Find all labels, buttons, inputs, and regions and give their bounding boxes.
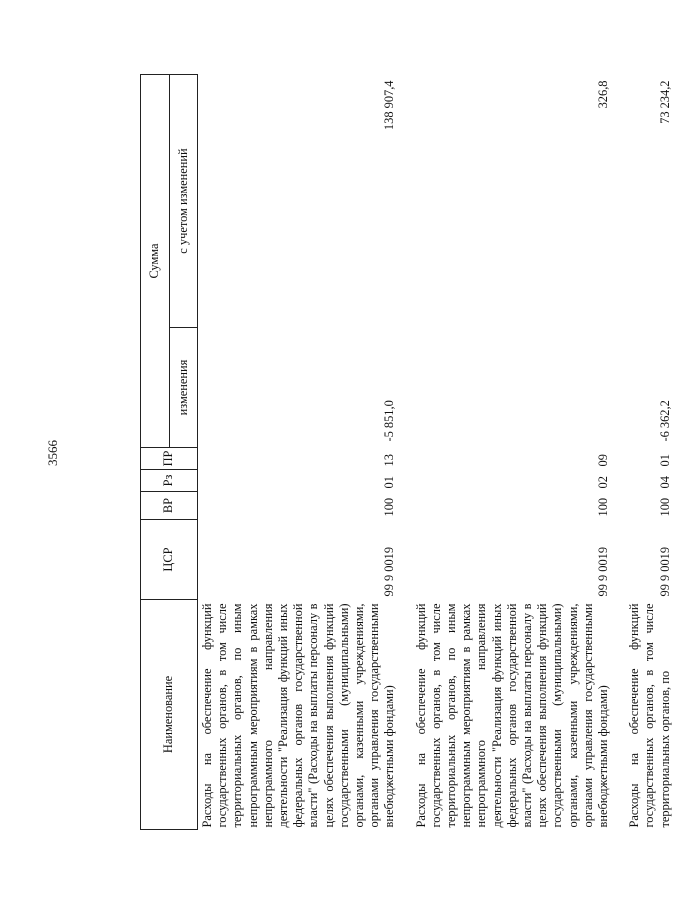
- row-with-change: 73 234,2: [657, 80, 672, 124]
- header-name: Наименование: [141, 600, 198, 830]
- row-name: Расходы на обеспечение функций государственных органов, в том числе территориальных органов, по: [627, 603, 672, 828]
- row-change: -5 851,0: [382, 400, 397, 442]
- header-rz: Рз: [141, 470, 198, 492]
- row-change: [412, 328, 616, 448]
- header-csr: ЦСР: [141, 520, 198, 600]
- row-pr: 09: [596, 454, 611, 467]
- row-pr: 01: [657, 454, 672, 467]
- row-rz: 02: [596, 476, 611, 489]
- row-pr: 13: [382, 454, 397, 467]
- row-rz: 04: [657, 476, 672, 489]
- row-change: -6 362,2: [657, 400, 672, 442]
- budget-table: [140, 74, 677, 830]
- table-row: [198, 75, 402, 830]
- header-pr: ПР: [141, 448, 198, 470]
- header-vr: ВР: [141, 492, 198, 520]
- row-name: Расходы на обеспечение функций государственных органов, в том числе территориальных органов, по иным непрограммным мероприятиям в рамках непрограммного направления деятельности "Реализация функций иных федеральных органов государственной власти" (Расходы на выплаты персоналу в целях обеспечения выполнения функций государственными (муниципальными) органами, казенными учреждениями, органами управления государственными внебюджетными фондами): [200, 603, 397, 828]
- row-name: Расходы на обеспечение функций государственных органов, в том числе территориальных органов, по иным непрограммным мероприятиям в рамках непрограммного направления деятельности "Реализация функций иных федеральных органов государственной власти" (Расходы на выплаты персоналу в целях обеспечения выполнения функций государственными (муниципальными) органами, казенными учреждениями, органами управления государственными внебюджетными фондами): [413, 603, 611, 828]
- budget-table-rotated: [140, 75, 672, 830]
- row-csr: 99 9 0019: [657, 546, 672, 597]
- header-sum: Сумма: [141, 75, 170, 448]
- row-vr: 100: [382, 497, 397, 517]
- row-vr: 100: [596, 497, 611, 517]
- header-change: изменения: [169, 328, 198, 448]
- table-row: [625, 75, 677, 830]
- row-with-change: 326,8: [596, 80, 611, 109]
- header-with-change: с учетом изменений: [169, 75, 198, 328]
- table-row: [412, 75, 616, 830]
- row-csr: 99 9 0019: [382, 546, 397, 597]
- row-vr: 100: [657, 497, 672, 517]
- row-csr: 99 9 0019: [596, 546, 611, 597]
- page-number: 3566: [45, 440, 60, 466]
- row-with-change: 138 907,4: [382, 80, 397, 131]
- row-rz: 01: [382, 476, 397, 489]
